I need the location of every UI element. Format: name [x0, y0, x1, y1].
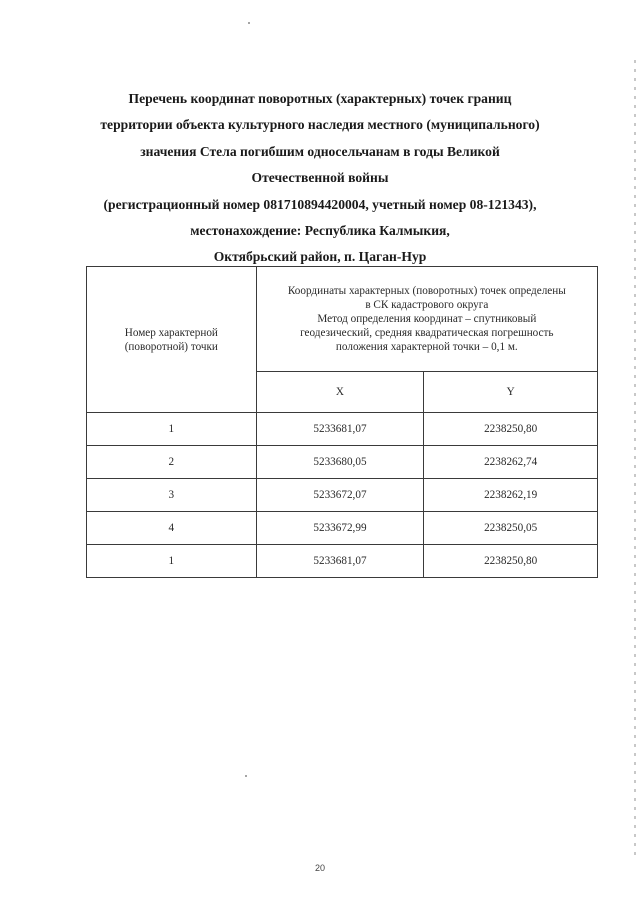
point-number-cell: 3: [87, 479, 257, 512]
x-coordinate-cell: 5233680,05: [256, 446, 424, 479]
table-row: [87, 413, 598, 446]
y-coordinate-cell: 2238262,74: [424, 446, 598, 479]
coordinates-table: [86, 266, 598, 578]
scan-speck: [248, 22, 250, 24]
header-line: геодезический, средняя квадратическая погрешность: [300, 327, 554, 339]
title-line: местонахождение: Республика Калмыкия,: [190, 223, 450, 239]
title-line: Октябрьский район, п. Цаган-Нур: [213, 249, 427, 265]
title-line: (регистрационный номер 081710894420004, учетный номер 08-121343),: [103, 196, 537, 212]
x-coordinate-cell: 5233681,07: [256, 545, 424, 578]
point-number-cell: 1: [87, 413, 257, 446]
header-line: (поворотной) точки: [124, 340, 218, 353]
scan-speck: [245, 775, 247, 777]
x-coordinate-cell: 5233672,07: [256, 479, 424, 512]
header-line: Номер характерной: [124, 326, 218, 339]
title-line: территории объекта культурного наследия местного (муниципального): [100, 117, 540, 133]
header-line: Метод определения координат – спутниковый: [317, 313, 537, 325]
title-line: Перечень координат поворотных (характерных) точек границ: [128, 91, 512, 106]
header-line: в СК кадастрового округа: [365, 299, 489, 311]
table-row: [87, 479, 598, 512]
point-number-header: [87, 267, 257, 413]
table-row: [87, 512, 598, 545]
document-title: [70, 86, 570, 271]
y-column-header: Y: [424, 372, 598, 413]
title-line: значения Стела погибшим односельчанам в годы Великой: [140, 143, 500, 159]
table-row: [87, 446, 598, 479]
scan-edge-artifact: [634, 60, 636, 860]
page-number: 20: [314, 863, 325, 873]
point-number-cell: 1: [87, 545, 257, 578]
header-line: положения характерной точки – 0,1 м.: [335, 341, 518, 353]
coordinates-header: [256, 267, 597, 372]
y-coordinate-cell: 2238250,80: [424, 413, 598, 446]
header-line: Координаты характерных (поворотных) точек определены: [287, 285, 566, 297]
table-header-row: [87, 267, 598, 372]
table-row: [87, 545, 598, 578]
y-coordinate-cell: 2238250,80: [424, 545, 598, 578]
x-column-header: X: [256, 372, 424, 413]
x-coordinate-cell: 5233672,99: [256, 512, 424, 545]
title-line: Отечественной войны: [251, 170, 389, 186]
y-coordinate-cell: 2238262,19: [424, 479, 598, 512]
point-number-cell: 2: [87, 446, 257, 479]
y-coordinate-cell: 2238250,05: [424, 512, 598, 545]
x-coordinate-cell: 5233681,07: [256, 413, 424, 446]
point-number-cell: 4: [87, 512, 257, 545]
